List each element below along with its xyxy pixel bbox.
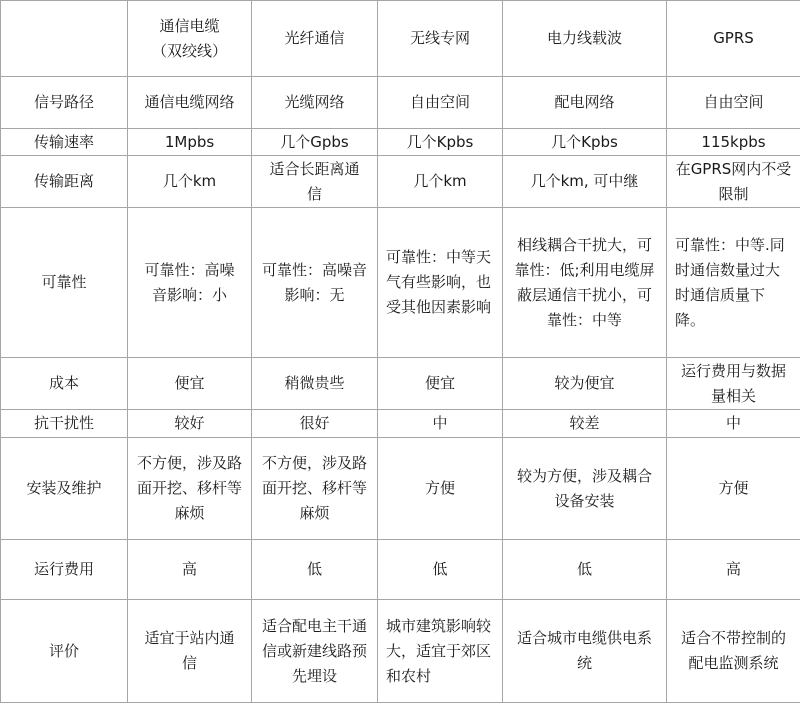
row-label: 可靠性: [1, 208, 128, 358]
col-header-plc: 电力线载波: [503, 1, 667, 77]
row-label: 传输速率: [1, 129, 128, 156]
table-cell: 中: [667, 410, 800, 438]
table-row: [1, 156, 800, 208]
table-cell: 中: [378, 410, 503, 438]
table-cell: 几个km, 可中继: [503, 156, 667, 208]
table-cell: 适宜于站内通信: [128, 600, 252, 703]
table-cell: 城市建筑影响较大，适宜于郊区和农村: [378, 600, 503, 703]
table-cell: 方便: [667, 438, 800, 540]
table-cell: 低: [252, 540, 378, 600]
table-cell: 不方便，涉及路面开挖、移杆等麻烦: [128, 438, 252, 540]
col-header-cable: 通信电缆（双绞线）: [128, 1, 252, 77]
table-cell: 1Mpbs: [128, 129, 252, 156]
table-cell: 较差: [503, 410, 667, 438]
table-cell: 低: [503, 540, 667, 600]
row-label: 传输距离: [1, 156, 128, 208]
table-cell: 很好: [252, 410, 378, 438]
header-row: [1, 1, 800, 77]
row-label: 抗干扰性: [1, 410, 128, 438]
row-label: 信号路径: [1, 77, 128, 129]
table-cell: 适合长距离通信: [252, 156, 378, 208]
col-header-gprs: GPRS: [667, 1, 800, 77]
col-header-wireless: 无线专网: [378, 1, 503, 77]
table-cell: 较为便宜: [503, 358, 667, 410]
row-label: 成本: [1, 358, 128, 410]
table-cell: 可靠性：中等天气有些影响，也受其他因素影响: [378, 208, 503, 358]
table-cell: 可靠性：中等.同时通信数量过大时通信质量下降。: [667, 208, 800, 358]
table-cell: 方便: [378, 438, 503, 540]
table-row: [1, 358, 800, 410]
table-row: [1, 410, 800, 438]
table-cell: 适合不带控制的配电监测系统: [667, 600, 800, 703]
row-label: 运行费用: [1, 540, 128, 600]
col-header-fiber: 光纤通信: [252, 1, 378, 77]
table-cell: 几个Kpbs: [378, 129, 503, 156]
table-cell: 便宜: [378, 358, 503, 410]
table-cell: 较好: [128, 410, 252, 438]
table-cell: 相线耦合干扰大，可靠性：低;利用电缆屏蔽层通信干扰小，可靠性：中等: [503, 208, 667, 358]
table-cell: 较为方便，涉及耦合设备安装: [503, 438, 667, 540]
table-cell: 115kpbs: [667, 129, 800, 156]
table-cell: 几个Gpbs: [252, 129, 378, 156]
table-cell: 自由空间: [378, 77, 503, 129]
table-cell: 便宜: [128, 358, 252, 410]
table-cell: 适合配电主干通信或新建线路预先埋设: [252, 600, 378, 703]
table-cell: 不方便，涉及路面开挖、移杆等麻烦: [252, 438, 378, 540]
table-cell: 几个km: [128, 156, 252, 208]
table-row: [1, 129, 800, 156]
table-row: [1, 540, 800, 600]
row-label: 安装及维护: [1, 438, 128, 540]
row-label: 评价: [1, 600, 128, 703]
table-cell: 配电网络: [503, 77, 667, 129]
table-cell: 可靠性：高噪音影响：无: [252, 208, 378, 358]
table-cell: 自由空间: [667, 77, 800, 129]
table-cell: 几个km: [378, 156, 503, 208]
table-cell: 通信电缆网络: [128, 77, 252, 129]
table-row: [1, 438, 800, 540]
table-cell: 适合城市电缆供电系统: [503, 600, 667, 703]
table-cell: 高: [667, 540, 800, 600]
table-cell: 运行费用与数据量相关: [667, 358, 800, 410]
table-cell: 高: [128, 540, 252, 600]
table-cell: 可靠性：高噪音影响：小: [128, 208, 252, 358]
table-cell: 光缆网络: [252, 77, 378, 129]
table-cell: 稍微贵些: [252, 358, 378, 410]
table-cell: 在GPRS网内不受限制: [667, 156, 800, 208]
corner-cell: [1, 1, 128, 77]
table-row: [1, 77, 800, 129]
table-row: [1, 208, 800, 358]
table-cell: 低: [378, 540, 503, 600]
table-row: [1, 600, 800, 703]
table-cell: 几个Kpbs: [503, 129, 667, 156]
